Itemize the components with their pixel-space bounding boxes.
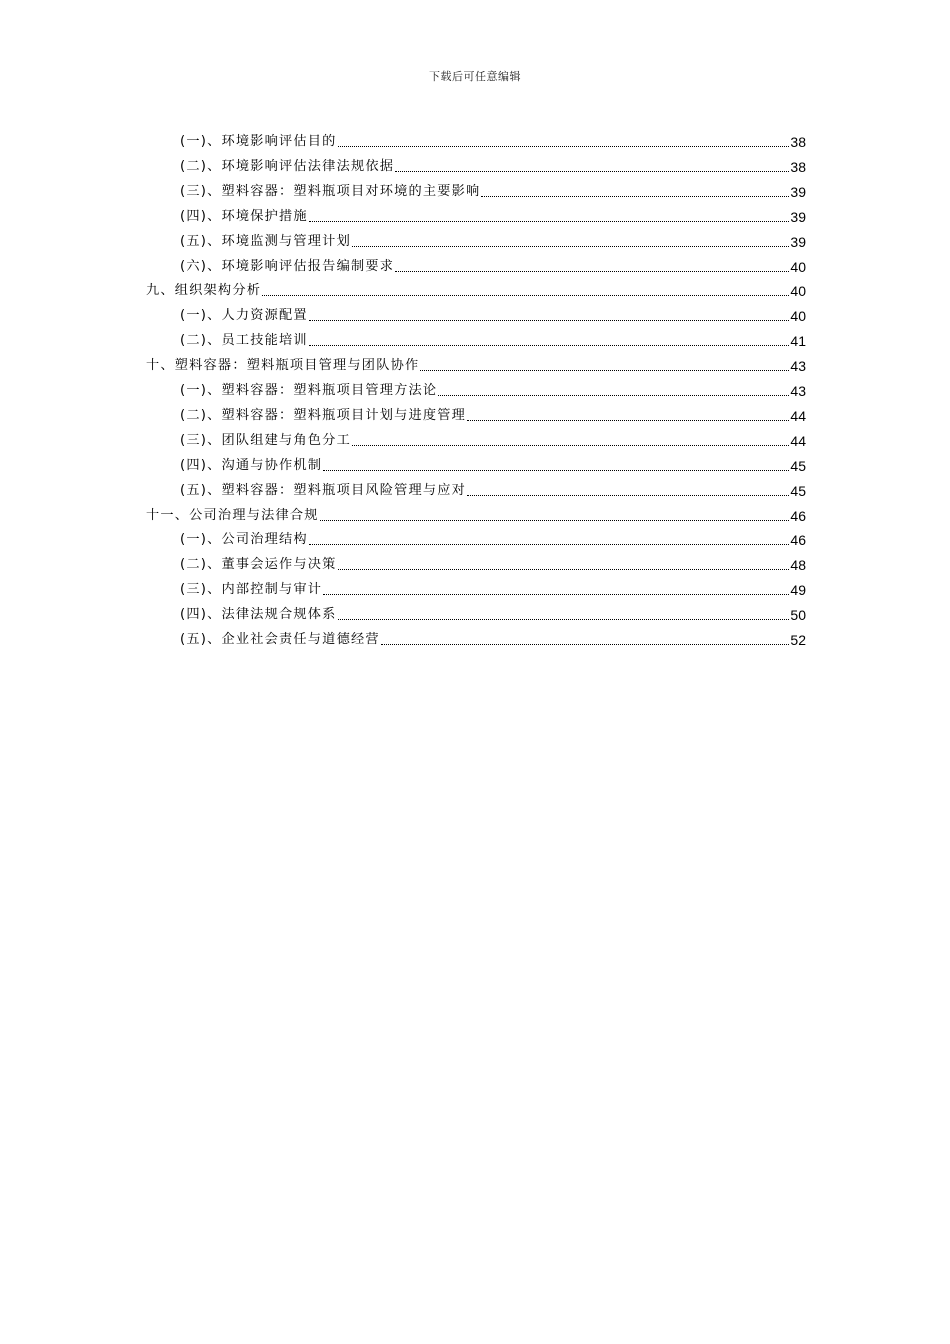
page-header: 下载后可任意编辑 bbox=[429, 70, 521, 83]
toc-entry[interactable] bbox=[180, 573, 806, 598]
toc-entry-page: 46 bbox=[790, 507, 806, 524]
toc-entry-page: 48 bbox=[790, 557, 806, 574]
toc-entry-page: 49 bbox=[790, 582, 806, 599]
toc-leader-dots bbox=[395, 271, 789, 272]
toc-entry-page: 38 bbox=[790, 134, 806, 150]
toc-entry-title: (二)、董事会运作与决策 bbox=[180, 557, 337, 573]
toc-entry-title: (五)、环境监测与管理计划 bbox=[180, 233, 351, 249]
toc-entry[interactable] bbox=[180, 150, 806, 175]
toc-leader-dots bbox=[381, 644, 790, 645]
toc-entry[interactable] bbox=[180, 125, 806, 150]
toc-entry[interactable] bbox=[180, 225, 806, 250]
toc-entry-title: (四)、沟通与协作机制 bbox=[180, 457, 323, 473]
toc-entry[interactable] bbox=[180, 399, 806, 424]
toc-leader-dots bbox=[309, 320, 790, 321]
toc-entry[interactable] bbox=[180, 598, 806, 623]
toc-entry[interactable] bbox=[146, 274, 806, 299]
toc-leader-dots bbox=[352, 445, 789, 446]
toc-leader-dots bbox=[320, 520, 790, 521]
toc-leader-dots bbox=[262, 295, 789, 296]
toc-entry-title: (三)、内部控制与审计 bbox=[180, 582, 323, 598]
toc-entry-title: (二)、环境影响评估法律法规依据 bbox=[180, 158, 395, 174]
toc-entry-page: 44 bbox=[790, 432, 806, 449]
toc-entry-title: (四)、环境保护措施 bbox=[180, 208, 308, 224]
toc-entry-page: 39 bbox=[790, 233, 806, 250]
toc-entry-title: (二)、员工技能培训 bbox=[180, 333, 308, 349]
toc-entry-page: 50 bbox=[790, 607, 806, 624]
toc-entry-page: 46 bbox=[790, 532, 806, 549]
toc-entry[interactable] bbox=[180, 623, 806, 648]
toc-entry-page: 40 bbox=[790, 308, 806, 325]
toc-entry-title: (五)、企业社会责任与道德经营 bbox=[180, 632, 380, 647]
toc-entry-title: (三)、塑料容器：塑料瓶项目对环境的主要影响 bbox=[180, 183, 481, 199]
toc-entry-title: (四)、法律法规合规体系 bbox=[180, 607, 337, 623]
toc-entry[interactable] bbox=[180, 299, 806, 324]
toc-entry-page: 41 bbox=[790, 333, 806, 350]
toc-entry-title: (六)、环境影响评估报告编制要求 bbox=[180, 258, 395, 274]
toc-leader-dots bbox=[338, 146, 790, 147]
toc-leader-dots bbox=[467, 495, 789, 496]
toc-entry[interactable] bbox=[146, 349, 806, 374]
toc-entry[interactable] bbox=[180, 449, 806, 474]
toc-leader-dots bbox=[338, 569, 790, 570]
toc-entry-page: 40 bbox=[790, 258, 806, 275]
toc-entry-title: (一)、塑料容器：塑料瓶项目管理方法论 bbox=[180, 383, 438, 398]
toc-entry-page: 44 bbox=[790, 407, 806, 424]
toc-entry[interactable] bbox=[180, 374, 806, 399]
toc-entry-page: 38 bbox=[790, 158, 806, 175]
toc-leader-dots bbox=[481, 196, 789, 197]
toc-leader-dots bbox=[309, 345, 790, 346]
toc-entry-title: (一)、环境影响评估目的 bbox=[180, 134, 337, 149]
toc-entry-page: 45 bbox=[790, 482, 806, 499]
toc-leader-dots bbox=[323, 470, 789, 471]
toc-entry-page: 39 bbox=[790, 208, 806, 225]
toc-entry-page: 45 bbox=[790, 457, 806, 474]
toc-entry[interactable] bbox=[180, 175, 806, 200]
toc-leader-dots bbox=[309, 221, 790, 222]
toc-leader-dots bbox=[420, 370, 789, 371]
toc-entry-page: 52 bbox=[790, 632, 806, 648]
toc-entry-page: 39 bbox=[790, 183, 806, 200]
toc-entry-title: (二)、塑料容器：塑料瓶项目计划与进度管理 bbox=[180, 407, 467, 423]
toc-entry-page: 43 bbox=[790, 358, 806, 375]
toc-entry[interactable] bbox=[180, 200, 806, 225]
toc-entry-title: 十一、公司治理与法律合规 bbox=[146, 507, 319, 523]
toc-entry-title: 十、塑料容器：塑料瓶项目管理与团队协作 bbox=[146, 358, 420, 374]
toc-leader-dots bbox=[352, 246, 789, 247]
toc-leader-dots bbox=[338, 619, 790, 620]
toc-leader-dots bbox=[395, 171, 789, 172]
toc-leader-dots bbox=[323, 594, 789, 595]
toc-entry[interactable] bbox=[180, 424, 806, 449]
toc-entry[interactable] bbox=[180, 250, 806, 275]
toc-entry-title: (一)、公司治理结构 bbox=[180, 532, 308, 548]
toc-leader-dots bbox=[309, 544, 790, 545]
toc-entry[interactable] bbox=[180, 548, 806, 573]
toc-entry-title: (五)、塑料容器：塑料瓶项目风险管理与应对 bbox=[180, 482, 467, 498]
toc-entry[interactable] bbox=[180, 324, 806, 349]
toc-entry-title: 九、组织架构分析 bbox=[146, 283, 262, 299]
toc-entry-page: 40 bbox=[790, 283, 806, 300]
toc-entry-page: 43 bbox=[790, 383, 806, 399]
toc-leader-dots bbox=[467, 420, 789, 421]
toc-entry-title: (三)、团队组建与角色分工 bbox=[180, 432, 351, 448]
toc-leader-dots bbox=[438, 395, 789, 396]
toc-entry[interactable] bbox=[180, 474, 806, 499]
toc-entry[interactable] bbox=[146, 499, 806, 524]
toc-entry-title: (一)、人力资源配置 bbox=[180, 308, 308, 324]
toc-entry[interactable] bbox=[180, 523, 806, 548]
